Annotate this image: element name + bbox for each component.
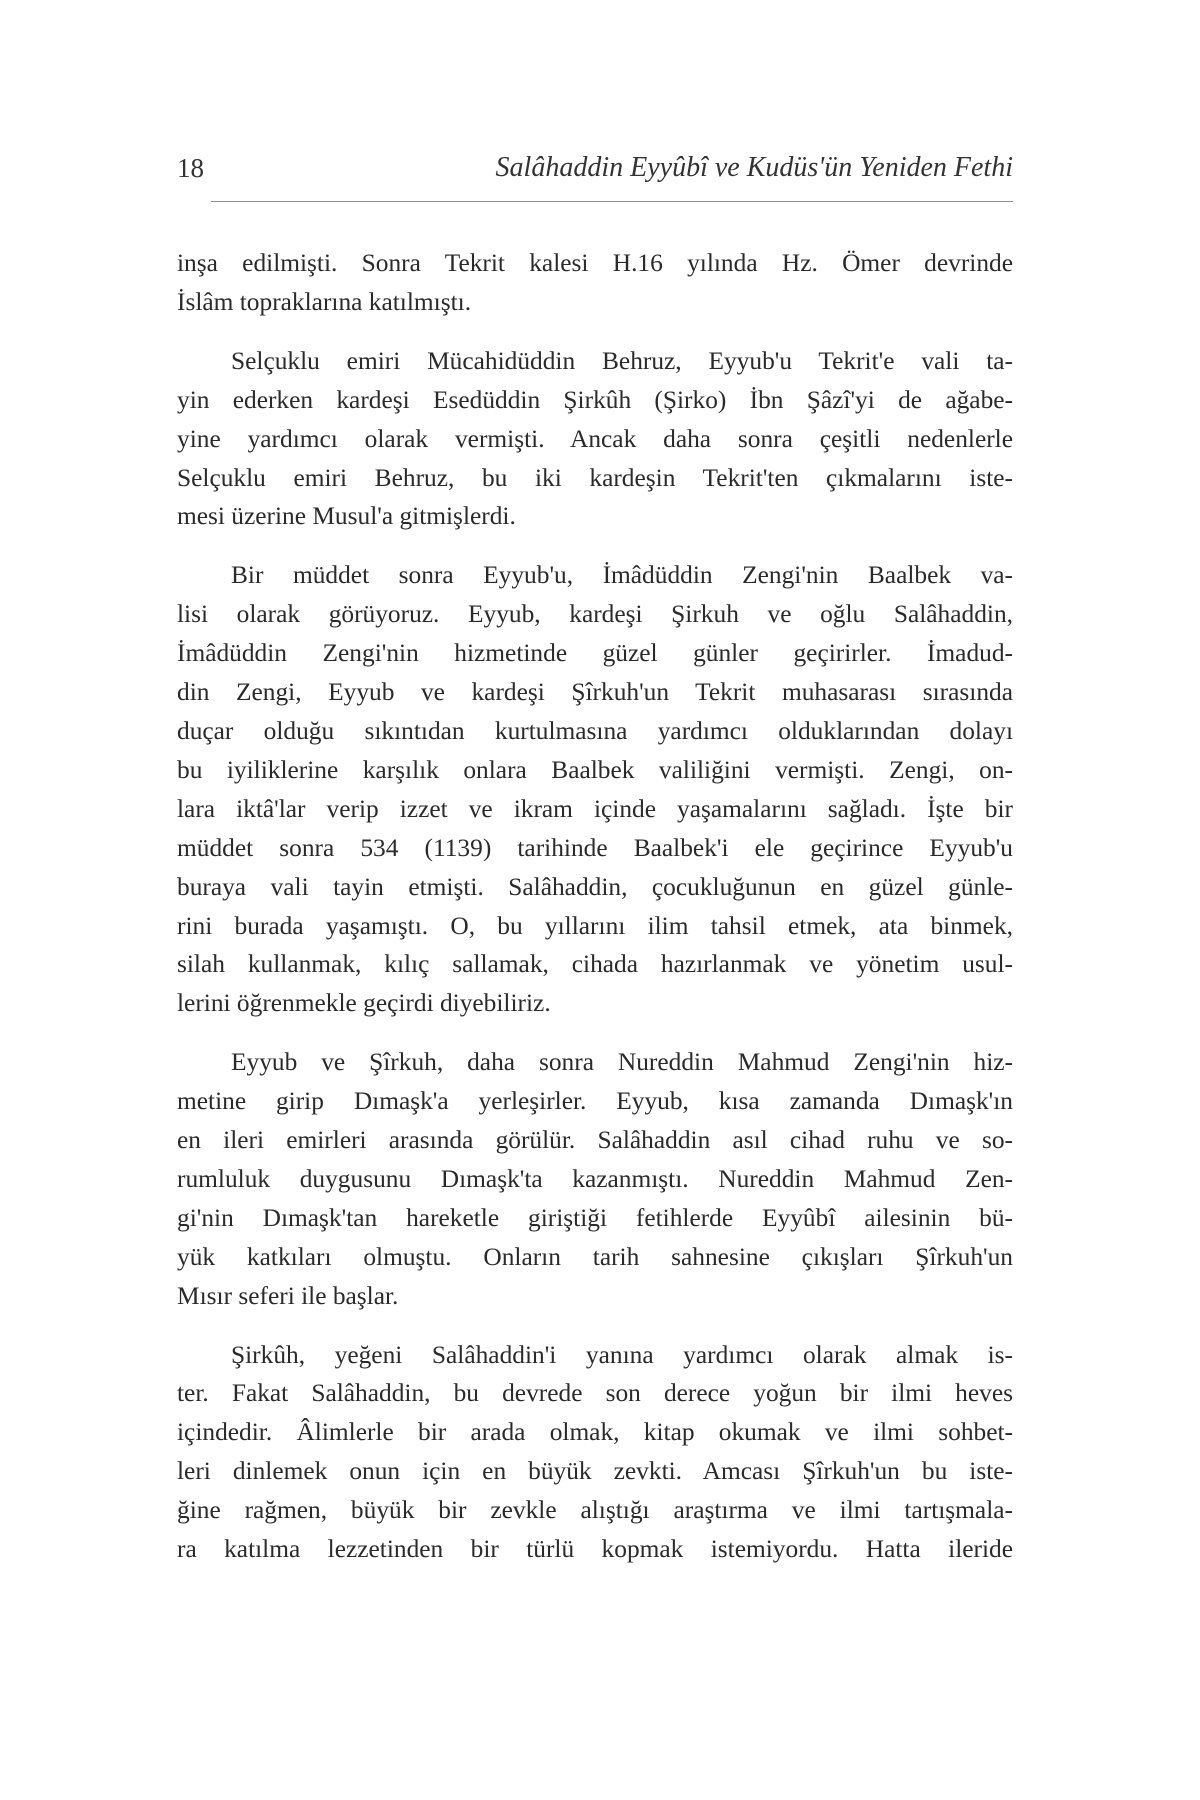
text-line: lerini öğrenmekle geçirdi diyebiliriz. <box>177 989 551 1018</box>
text-line: içindedir. Âlimlerle bir arada olmak, kitap okumak ve ilmi sohbet- <box>177 1418 1013 1447</box>
text-line: yin ederken kardeşi Esedüddin Şirkûh (Şirko) İbn Şâzî'yi de ağabe- <box>177 385 1013 414</box>
text-line: yine yardımcı olarak vermişti. Ancak daha sonra çeşitli nedenlerle <box>177 424 1013 453</box>
text-line: lisi olarak görüyoruz. Eyyub, kardeşi Şirkuh ve oğlu Salâhaddin, <box>177 600 1013 629</box>
paragraph-1 <box>177 244 1013 322</box>
text-line: Selçuklu emiri Behruz, bu iki kardeşin Tekrit'ten çıkmalarını iste- <box>177 463 1013 492</box>
text-line: mesi üzerine Musul'a gitmişlerdi. <box>177 502 516 531</box>
text-line: bu iyiliklerine karşılık onlara Baalbek valiliğini vermişti. Zengi, on- <box>177 755 1013 784</box>
text-line: gi'nin Dımaşk'tan hareketle giriştiği fetihlerde Eyyûbî ailesinin bü- <box>177 1203 1013 1232</box>
text-line: Şirkûh, yeğeni Salâhaddin'i yanına yardımcı olarak almak is- <box>231 1340 1013 1369</box>
text-line: lara iktâ'lar verip izzet ve ikram içinde yaşamalarını sağladı. İşte bir <box>177 794 1013 823</box>
header-divider <box>211 201 1013 202</box>
text-line: buraya vali tayin etmişti. Salâhaddin, çocukluğunun en güzel günle- <box>177 872 1013 901</box>
text-line: rumluluk duygusunu Dımaşk'ta kazanmıştı. Nureddin Mahmud Zen- <box>177 1164 1013 1193</box>
text-line: ğine rağmen, büyük bir zevkle alıştığı araştırma ve ilmi tartışmala- <box>177 1496 1013 1525</box>
paragraph-5 <box>177 1336 1013 1569</box>
text-line: İslâm topraklarına katılmıştı. <box>177 287 472 316</box>
text-line: müddet sonra 534 (1139) tarihinde Baalbek'i ele geçirince Eyyub'u <box>177 833 1013 862</box>
paragraph-3 <box>177 556 1013 1023</box>
running-title: Salâhaddin Eyyûbî ve Kudüs'ün Yeniden Fethi <box>495 152 1013 183</box>
page-number: 18 <box>177 153 204 183</box>
text-line: Mısır seferi ile başlar. <box>177 1281 399 1310</box>
paragraph-2 <box>177 342 1013 537</box>
text-line: metine girip Dımaşk'a yerleşirler. Eyyub, kısa zamanda Dımaşk'ın <box>177 1087 1013 1116</box>
text-line: leri dinlemek onun için en büyük zevkti. Amcası Şîrkuh'un bu iste- <box>177 1457 1013 1486</box>
running-header <box>177 148 1013 188</box>
text-line: Selçuklu emiri Mücahidüddin Behruz, Eyyub'u Tekrit'e vali ta- <box>231 346 1013 375</box>
text-line: en ileri emirleri arasında görülür. Salâhaddin asıl cihad ruhu ve so- <box>177 1126 1013 1155</box>
text-line: din Zengi, Eyyub ve kardeşi Şîrkuh'un Tekrit muhasarası sırasında <box>177 678 1013 707</box>
text-line: yük katkıları olmuştu. Onların tarih sahnesine çıkışları Şîrkuh'un <box>177 1242 1013 1271</box>
text-line: inşa edilmişti. Sonra Tekrit kalesi H.16 yılında Hz. Ömer devrinde <box>177 249 1013 277</box>
body-text <box>177 244 1013 1569</box>
paragraph-4 <box>177 1043 1013 1315</box>
text-line: Bir müddet sonra Eyyub'u, İmâdüddin Zengi'nin Baalbek va- <box>231 561 1013 590</box>
text-line: ter. Fakat Salâhaddin, bu devrede son derece yoğun bir ilmi heves <box>177 1379 1013 1408</box>
text-line: rini burada yaşamıştı. O, bu yıllarını ilim tahsil etmek, ata binmek, <box>177 911 1013 940</box>
text-line: Eyyub ve Şîrkuh, daha sonra Nureddin Mahmud Zengi'nin hiz- <box>231 1048 1013 1077</box>
text-line: duçar olduğu sıkıntıdan kurtulmasına yardımcı olduklarından dolayı <box>177 716 1013 745</box>
text-line: İmâdüddin Zengi'nin hizmetinde güzel günler geçirirler. İmadud- <box>177 639 1013 668</box>
text-line: ra katılma lezzetinden bir türlü kopmak istemiyordu. Hatta ileride <box>177 1535 1013 1564</box>
text-line: silah kullanmak, kılıç sallamak, cihada hazırlanmak ve yönetim usul- <box>177 950 1013 979</box>
